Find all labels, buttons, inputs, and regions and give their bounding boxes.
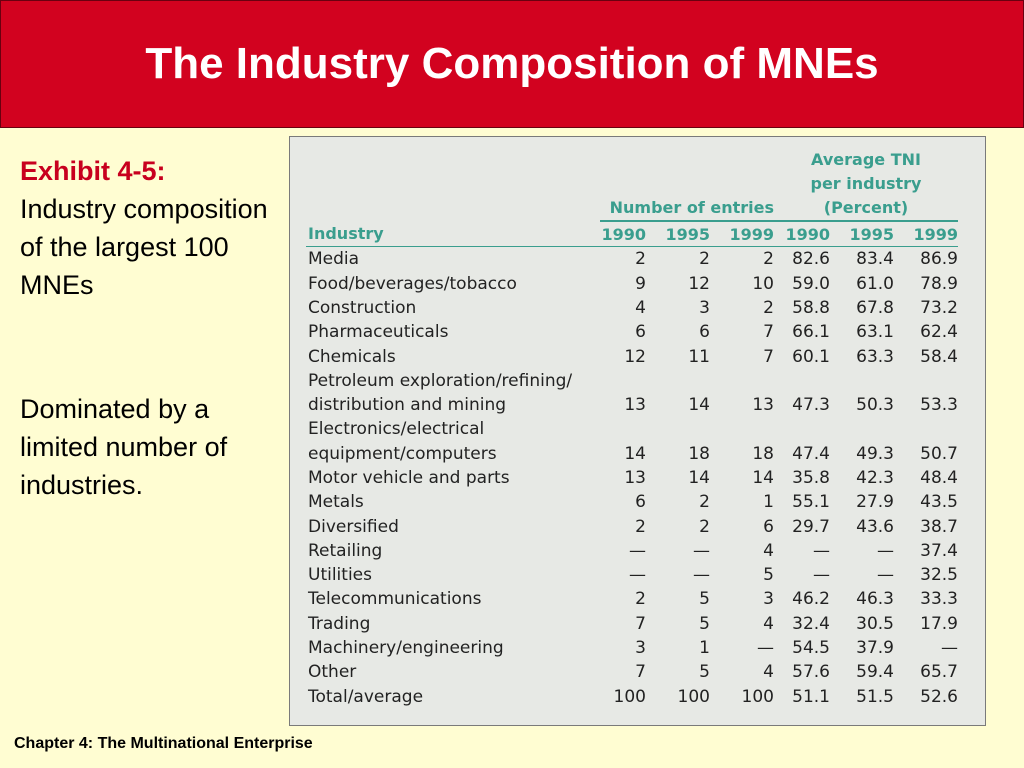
tni-cell: 46.3 [856,589,894,610]
industry-cell: Metals [308,492,364,513]
exhibit-description: Industry composition of the largest 100 MNEs [20,194,268,300]
table-row [306,271,958,295]
entries-cell: 100 [741,686,774,707]
table-row [306,660,958,684]
tni-cell: 47.4 [792,443,830,464]
entries-cell: 2 [699,516,710,537]
tni-cell: 30.5 [856,613,894,634]
tni-cell: 83.4 [856,249,894,270]
tni-cell: 60.1 [792,346,830,367]
tni-cell: 59.0 [792,273,830,294]
table-row [306,636,958,660]
exhibit-label: Exhibit 4-5: [20,156,166,186]
year-header: 1990 [774,221,830,247]
industry-cell: Food/beverages/tobacco [308,273,517,294]
entries-cell: 18 [752,443,774,464]
entries-cell: — [693,540,710,561]
entries-cell: 14 [752,468,774,488]
entries-cell: 6 [699,322,710,343]
industry-cell: Machinery/engineering [308,638,504,659]
industry-cell: Motor vehicle and parts [308,468,510,488]
entries-cell: 13 [624,395,646,416]
entries-cell: — [757,638,774,659]
entries-cell: 3 [699,297,710,318]
tni-cell: 17.9 [920,613,958,634]
entries-cell: 2 [635,516,646,537]
tni-cell [774,369,830,393]
tni-cell [894,417,958,441]
table-row [306,490,958,514]
table-row [306,612,958,636]
exhibit-table-panel [289,136,986,726]
entries-cell: 7 [763,346,774,367]
entries-cell: 7 [635,662,646,683]
entries-cell: 13 [752,395,774,416]
entries-cell: — [629,565,646,586]
entries-cell: 7 [763,322,774,343]
tni-cell: 55.1 [792,492,830,513]
year-header: 1995 [646,221,710,247]
industry-cell: Media [308,249,360,270]
entries-cell: 1 [699,638,710,659]
entries-cell: 18 [688,443,710,464]
entries-cell: 6 [635,492,646,513]
tni-cell: — [877,540,894,561]
entries-cell: 3 [635,638,646,659]
year-header: 1990 [600,221,646,247]
footer-chapter: Chapter 4: The Multinational Enterprise [14,735,313,752]
entries-cell: 6 [763,516,774,537]
entries-cell: 3 [763,589,774,610]
entries-cell [600,369,646,393]
table-row [306,563,958,587]
tni-cell: 42.3 [856,468,894,488]
tni-cell: 37.9 [856,638,894,659]
tni-cell: 50.3 [856,395,894,416]
entries-cell: 2 [699,249,710,270]
entries-cell: 4 [635,297,646,318]
entries-cell: 4 [763,662,774,683]
tni-cell: 32.4 [792,613,830,634]
tni-cell: 67.8 [856,297,894,318]
table-row [306,466,958,490]
tni-cell: 66.1 [792,322,830,343]
industry-cell: Construction [308,297,417,318]
table-body [306,247,958,709]
entries-cell: 2 [635,249,646,270]
tni-group-line3: (Percent) [774,196,958,221]
tni-cell: 29.7 [792,516,830,537]
year-header: 1999 [894,221,958,247]
industry-cell: Petroleum exploration/refining/ [308,370,573,391]
industry-cell: Other [308,662,357,683]
tni-cell [830,369,894,393]
entries-cell: 2 [763,249,774,270]
entries-cell: 14 [688,395,710,416]
tni-cell [830,417,894,441]
entries-cell: 1 [763,492,774,513]
entries-cell: 5 [699,589,710,610]
tni-cell: 78.9 [920,273,958,294]
entries-cell: 5 [699,662,710,683]
industry-cell: Chemicals [308,346,396,367]
entries-cell: 13 [624,468,646,488]
entries-cell: — [629,540,646,561]
table-row [306,514,958,538]
entries-cell: 11 [688,346,710,367]
industry-cell: Trading [308,613,371,634]
entries-cell [710,369,774,393]
tni-cell: 65.7 [920,662,958,683]
tni-cell: 32.5 [920,565,958,586]
entries-cell: 2 [635,589,646,610]
entries-cell: 10 [752,273,774,294]
tni-cell: 49.3 [856,443,894,464]
tni-cell: 35.8 [792,468,830,488]
tni-cell: 58.4 [920,346,958,367]
table-row [306,539,958,563]
entries-cell: 12 [688,273,710,294]
industry-cell: Retailing [308,540,383,561]
table-row [306,417,958,441]
table-row [306,247,958,272]
table-row [306,320,958,344]
tni-cell: 62.4 [920,322,958,343]
tni-cell: 46.2 [792,589,830,610]
title-bar [0,0,1024,128]
industry-cell: Electronics/electrical [308,419,485,440]
table-row [306,587,958,611]
slide-title: The Industry Composition of MNEs [145,39,879,88]
entries-cell: 100 [677,686,710,707]
table-row [306,393,958,417]
entries-cell [710,417,774,441]
entries-cell: 14 [688,468,710,488]
entries-cell [600,417,646,441]
entries-cell: 6 [635,322,646,343]
tni-cell: 54.5 [792,638,830,659]
tni-cell: 86.9 [920,249,958,270]
entries-cell [646,369,710,393]
entries-cell: 5 [699,613,710,634]
entries-cell: 5 [763,565,774,586]
tni-cell: — [941,638,958,659]
tni-cell: 82.6 [792,249,830,270]
tni-cell: 37.4 [920,540,958,561]
tni-cell: — [813,540,830,561]
tni-cell: 57.6 [792,662,830,683]
tni-cell [774,417,830,441]
tni-cell: 47.3 [792,395,830,416]
table-row [306,296,958,320]
tni-group-line1: Average TNI [811,149,921,169]
tni-group-line2: per industry [810,173,922,193]
industry-cell: Pharmaceuticals [308,322,449,343]
tni-cell: 48.4 [920,468,958,488]
entries-cell: 4 [763,540,774,561]
industry-cell: Total/average [308,686,424,707]
tni-cell: — [813,565,830,586]
entries-cell: 9 [635,273,646,294]
tni-cell: 50.7 [920,443,958,464]
industry-table [306,147,958,709]
entries-group-header: Number of entries [600,196,774,221]
entries-cell: 7 [635,613,646,634]
industry-cell: Telecommunications [308,589,482,610]
entries-cell: 12 [624,346,646,367]
tni-cell: 53.3 [920,395,958,416]
year-header: 1999 [710,221,774,247]
tni-cell: 61.0 [856,273,894,294]
tni-cell: 27.9 [856,492,894,513]
tni-cell: 63.1 [856,322,894,343]
industry-cell: Diversified [308,516,399,537]
table-row [306,685,958,709]
entries-cell: 14 [624,443,646,464]
table-row [306,442,958,466]
exhibit-note: Dominated by a limited number of industries. [20,394,228,500]
tni-cell: 43.6 [856,516,894,537]
entries-cell [646,417,710,441]
entries-cell: 4 [763,613,774,634]
industry-cell: equipment/computers [308,443,497,464]
tni-cell: 59.4 [856,662,894,683]
tni-cell [894,369,958,393]
tni-cell: 51.1 [792,686,830,707]
industry-cell: Utilities [308,565,372,586]
year-header: 1995 [830,221,894,247]
tni-cell: — [877,565,894,586]
entries-cell: 100 [613,686,646,707]
tni-cell: 58.8 [792,297,830,318]
industry-column-header: Industry [306,221,600,247]
tni-cell: 73.2 [920,297,958,318]
tni-cell: 63.3 [856,346,894,367]
table-row [306,344,958,368]
tni-cell: 51.5 [856,686,894,707]
industry-cell: distribution and mining [308,395,507,416]
side-panel [20,152,282,504]
tni-cell: 52.6 [920,686,958,707]
entries-cell: 2 [699,492,710,513]
tni-cell: 33.3 [920,589,958,610]
tni-cell: 43.5 [920,492,958,513]
tni-cell: 38.7 [920,516,958,537]
entries-cell: 2 [763,297,774,318]
entries-cell: — [693,565,710,586]
table-row [306,369,958,393]
